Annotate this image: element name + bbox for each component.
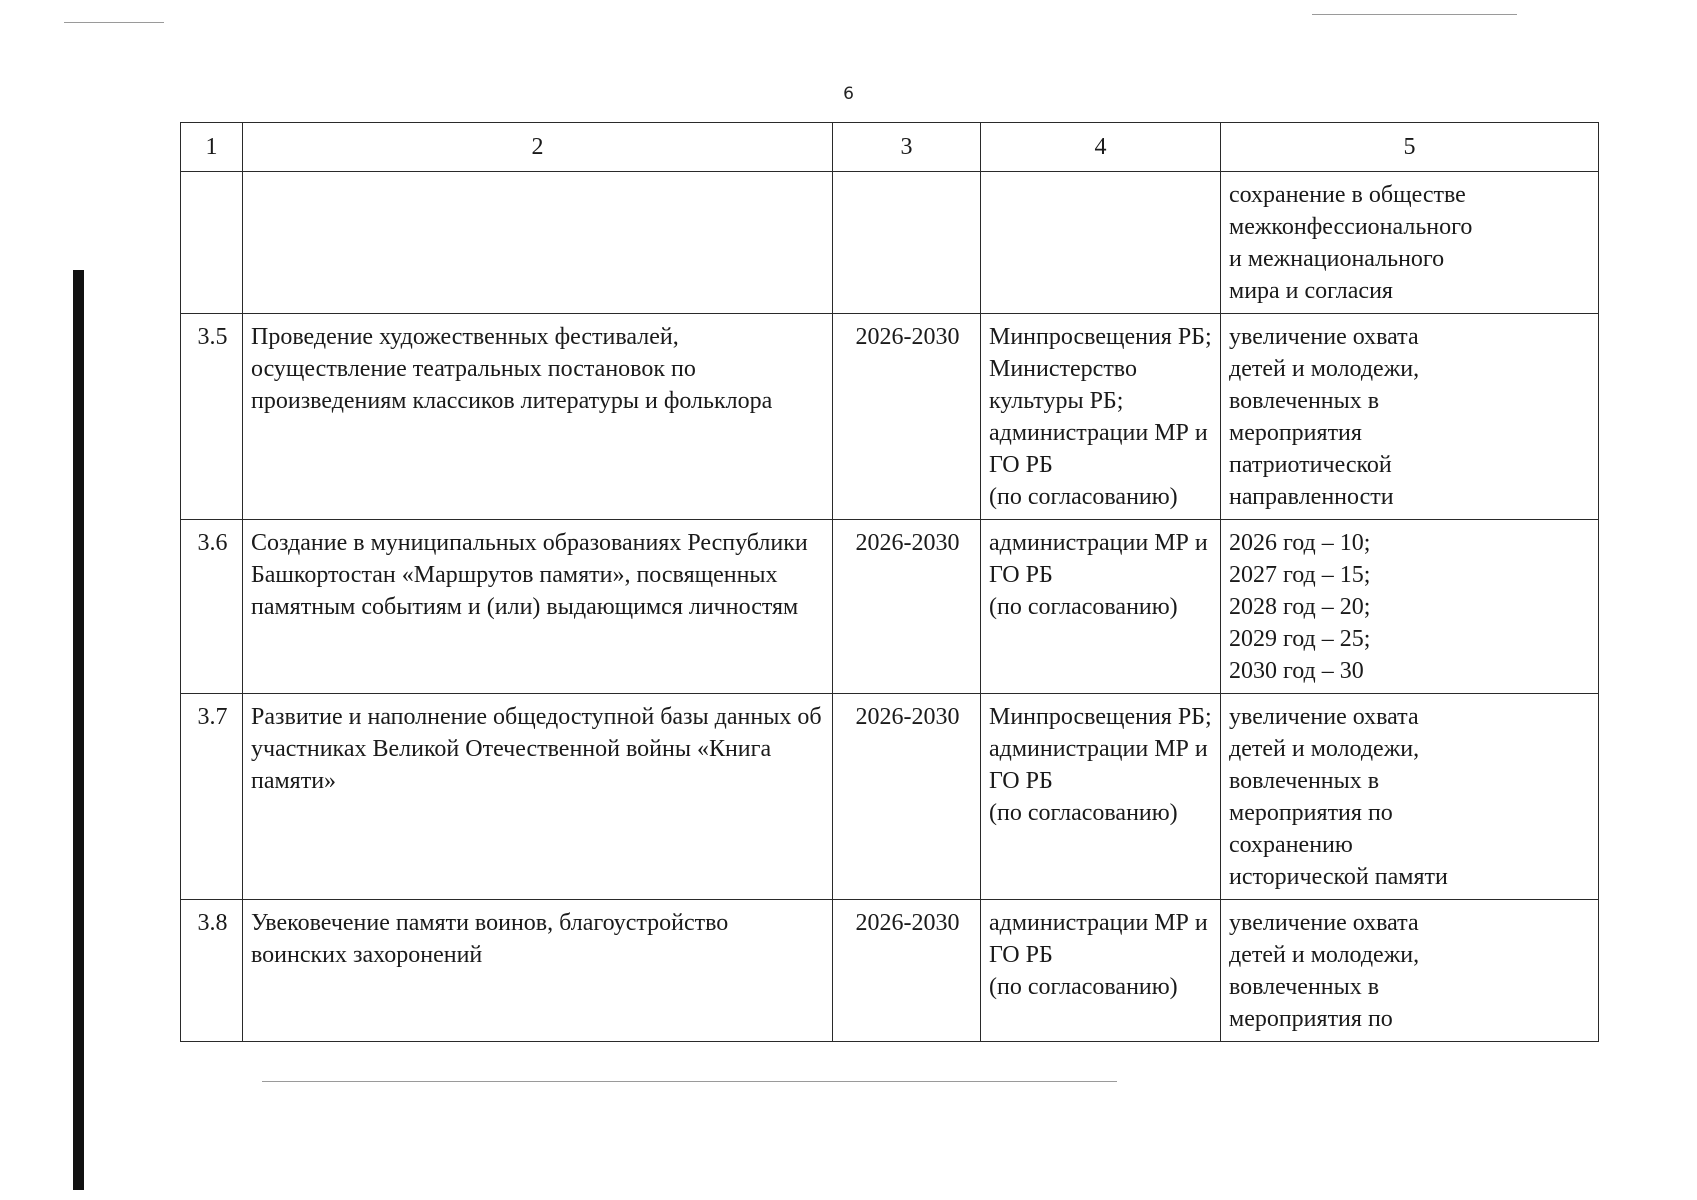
activity-cell: Проведение художественных фестивалей, осуществление театральных постановок по произведениям классиков литературы и фольклора	[243, 314, 833, 520]
table-row	[181, 900, 1599, 1042]
row-number: 3.8	[181, 900, 243, 1042]
row-number: 3.5	[181, 314, 243, 520]
result-cell: увеличение охвата детей и молодежи, вовлеченных в мероприятия по сохранению исторической памяти	[1221, 694, 1599, 900]
measures-table	[180, 122, 1599, 1042]
result-cell: увеличение охвата детей и молодежи, вовлеченных в мероприятия патриотической направленности	[1221, 314, 1599, 520]
column-header-1: 1	[181, 123, 243, 172]
page-number: 6	[843, 84, 854, 104]
executors-cell: администрации МР и ГО РБ (по согласованию)	[981, 520, 1221, 694]
period-cell: 2026-2030	[833, 314, 981, 520]
activity-cell: Создание в муниципальных образованиях Республики Башкортостан «Маршрутов памяти», посвященных памятным событиям и (или) выдающимся личностям	[243, 520, 833, 694]
executors-cell	[981, 172, 1221, 314]
result-cell: увеличение охвата детей и молодежи, вовлеченных в мероприятия по	[1221, 900, 1599, 1042]
table-row	[181, 314, 1599, 520]
scan-artifact-top-right	[1312, 14, 1517, 15]
period-cell: 2026-2030	[833, 694, 981, 900]
activity-cell: Увековечение памяти воинов, благоустройство воинских захоронений	[243, 900, 833, 1042]
scan-edge-shadow	[73, 270, 84, 1190]
column-header-2: 2	[243, 123, 833, 172]
executors-cell: администрации МР и ГО РБ (по согласованию)	[981, 900, 1221, 1042]
column-header-3: 3	[833, 123, 981, 172]
period-cell: 2026-2030	[833, 900, 981, 1042]
table-row	[181, 520, 1599, 694]
executors-cell: Минпросвещения РБ; Министерство культуры РБ; администрации МР и ГО РБ (по согласованию)	[981, 314, 1221, 520]
result-cell: 2026 год – 10; 2027 год – 15; 2028 год – 20; 2029 год – 25; 2030 год – 30	[1221, 520, 1599, 694]
column-header-5: 5	[1221, 123, 1599, 172]
activity-cell	[243, 172, 833, 314]
scan-artifact-top-left	[64, 22, 164, 23]
table-row	[181, 694, 1599, 900]
row-number: 3.7	[181, 694, 243, 900]
period-cell: 2026-2030	[833, 520, 981, 694]
table-row	[181, 172, 1599, 314]
scan-artifact-bottom	[262, 1081, 1117, 1082]
header-row	[181, 123, 1599, 172]
row-number	[181, 172, 243, 314]
executors-cell: Минпросвещения РБ; администрации МР и ГО РБ (по согласованию)	[981, 694, 1221, 900]
activity-cell: Развитие и наполнение общедоступной базы данных об участниках Великой Отечественной войны «Книга памяти»	[243, 694, 833, 900]
result-cell: сохранение в обществе межконфессионального и межнационального мира и согласия	[1221, 172, 1599, 314]
period-cell	[833, 172, 981, 314]
row-number: 3.6	[181, 520, 243, 694]
column-header-4: 4	[981, 123, 1221, 172]
